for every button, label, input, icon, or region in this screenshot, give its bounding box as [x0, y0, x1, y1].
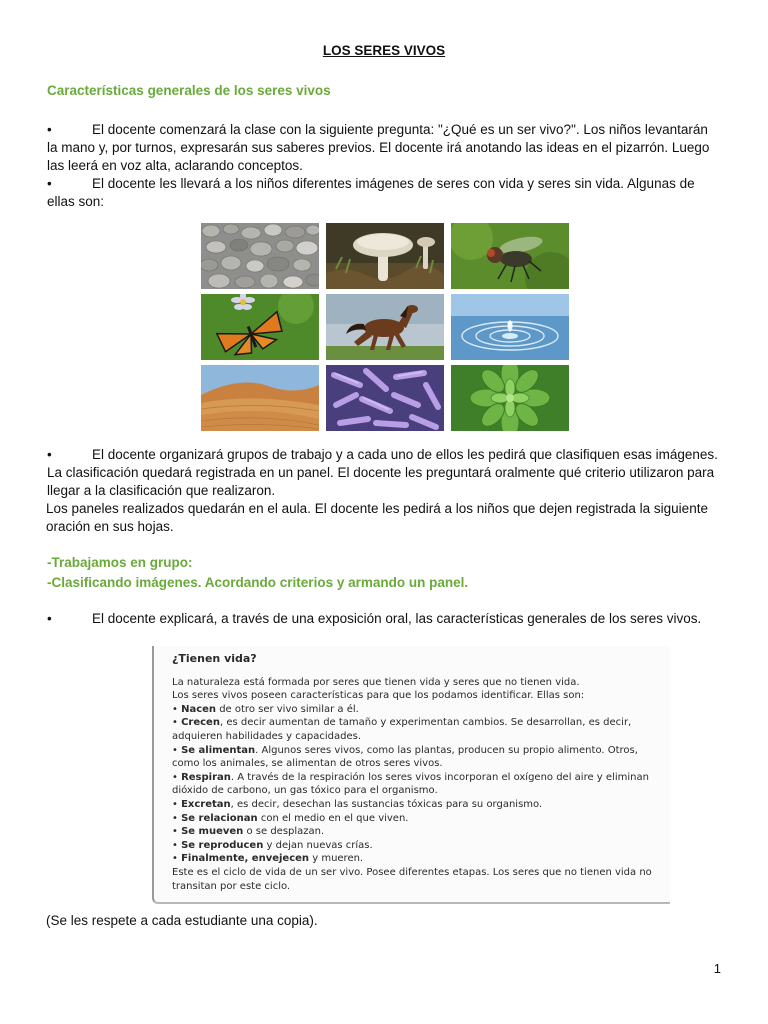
green-note-1: -Trabajamos en grupo: — [47, 555, 193, 570]
excerpt-item: • Excretan, es decir, desechan las sustancias tóxicas para su organismo. — [172, 798, 543, 810]
excerpt-box — [152, 646, 670, 904]
image-bacteria — [326, 365, 444, 431]
image-fly — [451, 223, 569, 289]
bullet-2 — [47, 175, 722, 211]
paragraph-panels: Los paneles realizados quedarán en el aula. El docente les pedirá a los niños que dejen registrada la siguiente oración en sus hojas. — [46, 501, 708, 534]
bullet-2-text: El docente les llevará a los niños diferentes imágenes de seres con vida y seres sin vida. Algunas de ellas son: — [47, 176, 695, 209]
excerpt-item: • Se reproducen y dejan nuevas crías. — [172, 839, 373, 851]
excerpt-intro-2: Los seres vivos poseen características para que los podamos identificar. Ellas son: — [172, 690, 585, 702]
bullet-1-text: El docente comenzará la clase con la siguiente pregunta: "¿Qué es un ser vivo?". Los niños levantarán la mano y, por turnos, expresarán sus saberes previos. El docente irá anotando las ideas en el pizarrón. Luego las leerá en voz alta, aclarando conceptos. — [47, 122, 710, 173]
page-number: 1 — [713, 961, 721, 976]
image-horse — [326, 294, 444, 360]
bullet-4 — [47, 610, 722, 628]
bullet-symbol: • — [47, 176, 52, 191]
excerpt-item: • Se relacionan con el medio en el que viven. — [172, 812, 409, 824]
excerpt-item: • Respiran. A través de la respiración los seres vivos incorporan el oxígeno del aire y eliminan dióxido de carbono, un gas tóxico para el organismo. — [172, 771, 649, 797]
excerpt-item: • Se mueven o se desplazan. — [172, 826, 325, 838]
bullet-symbol: • — [47, 122, 52, 137]
excerpt-intro-1: La naturaleza está formada por seres que tienen vida y seres que no tienen vida. — [172, 676, 580, 688]
image-grid — [201, 223, 569, 431]
image-stones — [201, 223, 319, 289]
excerpt-item: • Crecen, es decir aumentan de tamaño y experimentan cambios. Se desarrollan, es decir, adquieren habilidades y capacidades. — [172, 717, 632, 742]
bullet-3 — [47, 446, 722, 500]
excerpt-item: • Se alimentan. Algunos seres vivos, como las plantas, producen su propio alimento. Otros, como los animales, se alimentan de otros seres vivos. — [172, 744, 638, 770]
closing-note: (Se les respete a cada estudiante una copia). — [46, 913, 318, 928]
image-mushroom — [326, 223, 444, 289]
image-water-drop — [451, 294, 569, 360]
excerpt-outro: Este es el ciclo de vida de un ser vivo. Posee diferentes etapas. Los seres que no tienen vida no transitan por este ciclo. — [172, 866, 652, 892]
image-succulent — [451, 365, 569, 431]
bullet-1 — [47, 121, 722, 175]
excerpt-item: • Finalmente, envejecen y mueren. — [172, 853, 364, 865]
image-butterfly — [201, 294, 319, 360]
page-title: LOS SERES VIVOS — [322, 43, 446, 58]
bullet-symbol: • — [47, 447, 52, 462]
bullet-3-text: El docente organizará grupos de trabajo y a cada uno de ellos les pedirá que clasifiquen esas imágenes. La clasificación quedará registrada en un panel. El docente les preguntará oralmente qué criterio utilizaron para llegar a la clasificación que realizaron. — [47, 447, 718, 498]
green-note-2: -Clasificando imágenes. Acordando criterios y armando un panel. — [47, 575, 469, 590]
section-heading: Características generales de los seres vivos — [47, 83, 331, 98]
excerpt-title: ¿Tienen vida? — [172, 652, 257, 665]
image-desert — [201, 365, 319, 431]
bullet-symbol: • — [47, 611, 52, 626]
bullet-4-text: El docente explicará, a través de una exposición oral, las características generales de los seres vivos. — [92, 611, 702, 626]
excerpt-item: • Nacen de otro ser vivo similar a él. — [172, 703, 359, 715]
